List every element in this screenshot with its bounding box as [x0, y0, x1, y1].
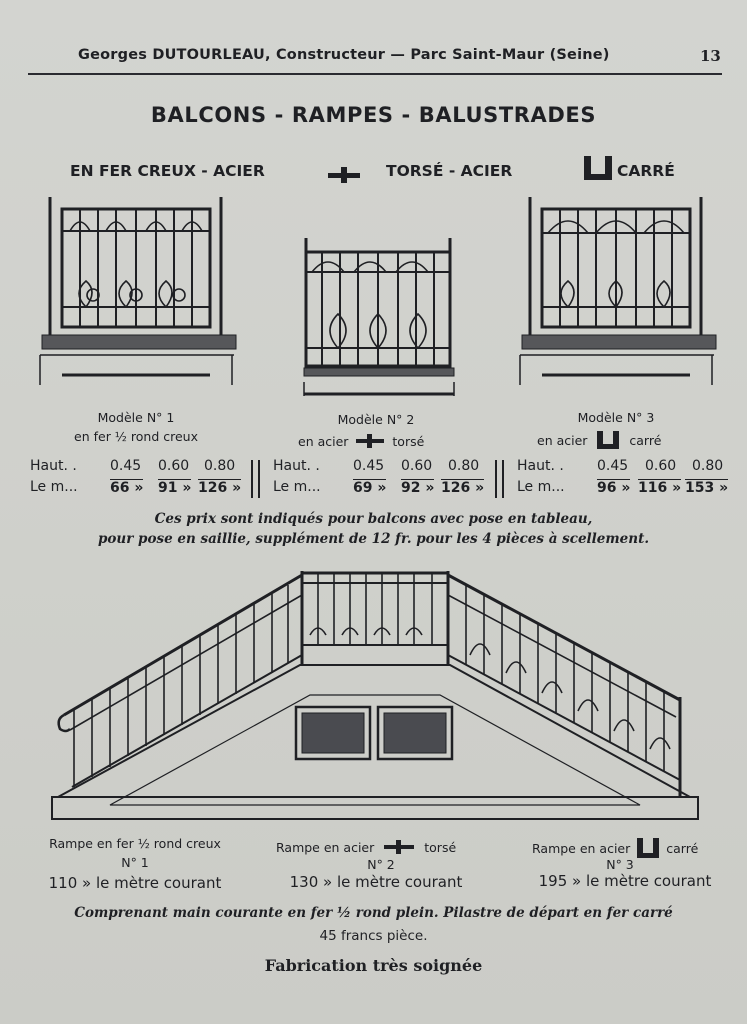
height-value: 0.60 — [401, 458, 433, 474]
subtitle-part3: CARRÉ — [617, 162, 675, 180]
height-label: Haut. . — [30, 458, 77, 474]
header-rule — [28, 73, 722, 75]
ramp-1-number: N° 1 — [121, 855, 149, 870]
balcony-note-line-1: Ces prix sont indiqués pour balcons avec pose en tableau, — [154, 511, 593, 527]
ramp-3-label-post: carré — [666, 841, 699, 856]
price-table-model-1 — [30, 458, 250, 500]
model-3-name: Modèle N° 3 — [577, 410, 655, 425]
price-label: Le m... — [517, 479, 565, 495]
price-value: 126 » — [198, 480, 242, 496]
ramp-3-label-pre: Rampe en acier — [532, 841, 631, 856]
footer-note-line-1: Comprenant main courante en fer ½ rond plein. Pilastre de départ en fer carré — [74, 905, 673, 921]
price-value: 69 » — [353, 480, 387, 496]
balcony-note-line-2: pour pose en saillie, supplément de 12 fr. pour les 4 pièces à scellement. — [97, 531, 650, 547]
square-steel-symbol-icon — [597, 431, 619, 449]
page-header: Georges DUTOURLEAU, Constructeur — Parc Saint-Maur (Seine) — [78, 47, 610, 63]
ramp-1-label: Rampe en fer ½ rond creux — [49, 836, 221, 851]
ramp-3-number: N° 3 — [606, 857, 634, 872]
price-table-model-3 — [517, 458, 737, 500]
price-value: 92 » — [401, 480, 435, 496]
height-label: Haut. . — [273, 458, 320, 474]
height-value: 0.45 — [110, 458, 142, 474]
ramp-2-label-post: torsé — [424, 840, 457, 855]
footer-note-line-2: 45 francs pièce. — [319, 928, 428, 944]
ramp-2-label-pre: Rampe en acier — [276, 840, 375, 855]
height-label: Haut. . — [517, 458, 564, 474]
model-2-material-post: torsé — [392, 434, 425, 449]
model-1-material: en fer ½ rond creux — [74, 429, 198, 444]
square-steel-symbol-icon — [584, 156, 612, 180]
price-value: 91 » — [158, 480, 192, 496]
page-title: BALCONS - RAMPES - BALUSTRADES — [150, 103, 597, 127]
subtitle-part2: TORSÉ - ACIER — [386, 162, 513, 180]
ramp-1-price: 110 » le mètre courant — [48, 874, 222, 892]
balcony-model-1-illustration — [38, 195, 238, 390]
height-value: 0.80 — [204, 458, 236, 474]
ramp-3-label — [532, 838, 698, 858]
balcony-model-2-illustration — [298, 238, 460, 398]
height-value: 0.80 — [692, 458, 724, 474]
square-steel-symbol-icon — [637, 838, 659, 858]
twisted-steel-symbol-icon — [356, 434, 384, 448]
price-value: 116 » — [638, 480, 682, 496]
height-value: 0.45 — [353, 458, 385, 474]
height-value: 0.60 — [158, 458, 190, 474]
ramp-2-price: 130 » le mètre courant — [289, 873, 463, 891]
ramp-2-number: N° 2 — [367, 857, 395, 872]
model-3-material-post: carré — [629, 433, 662, 448]
model-3-material-pre: en acier — [537, 433, 588, 448]
height-value: 0.45 — [597, 458, 629, 474]
balcony-model-3-illustration — [518, 195, 718, 390]
price-label: Le m... — [30, 479, 78, 495]
ramp-3-price: 195 » le mètre courant — [538, 872, 712, 890]
twisted-steel-symbol-icon — [328, 167, 360, 183]
model-3-material — [537, 431, 661, 449]
subtitle-part1: EN FER CREUX - ACIER — [70, 162, 265, 180]
price-label: Le m... — [273, 479, 321, 495]
model-1-name: Modèle N° 1 — [97, 410, 175, 425]
height-value: 0.60 — [645, 458, 677, 474]
twisted-steel-symbol-icon — [384, 840, 414, 854]
price-value: 153 » — [685, 480, 729, 496]
model-2-material-pre: en acier — [298, 434, 349, 449]
column-divider — [251, 460, 260, 498]
height-value: 0.80 — [448, 458, 480, 474]
price-value: 126 » — [441, 480, 485, 496]
staircase-ramp-illustration — [40, 565, 720, 827]
ramp-2-label — [276, 840, 456, 855]
model-2-name: Modèle N° 2 — [337, 412, 415, 427]
price-value: 66 » — [110, 480, 144, 496]
closing-statement: Fabrication très soignée — [264, 956, 483, 975]
price-table-model-2 — [273, 458, 493, 500]
column-divider — [495, 460, 504, 498]
price-value: 96 » — [597, 480, 631, 496]
page-number: 13 — [700, 47, 721, 65]
model-2-material — [298, 434, 424, 449]
